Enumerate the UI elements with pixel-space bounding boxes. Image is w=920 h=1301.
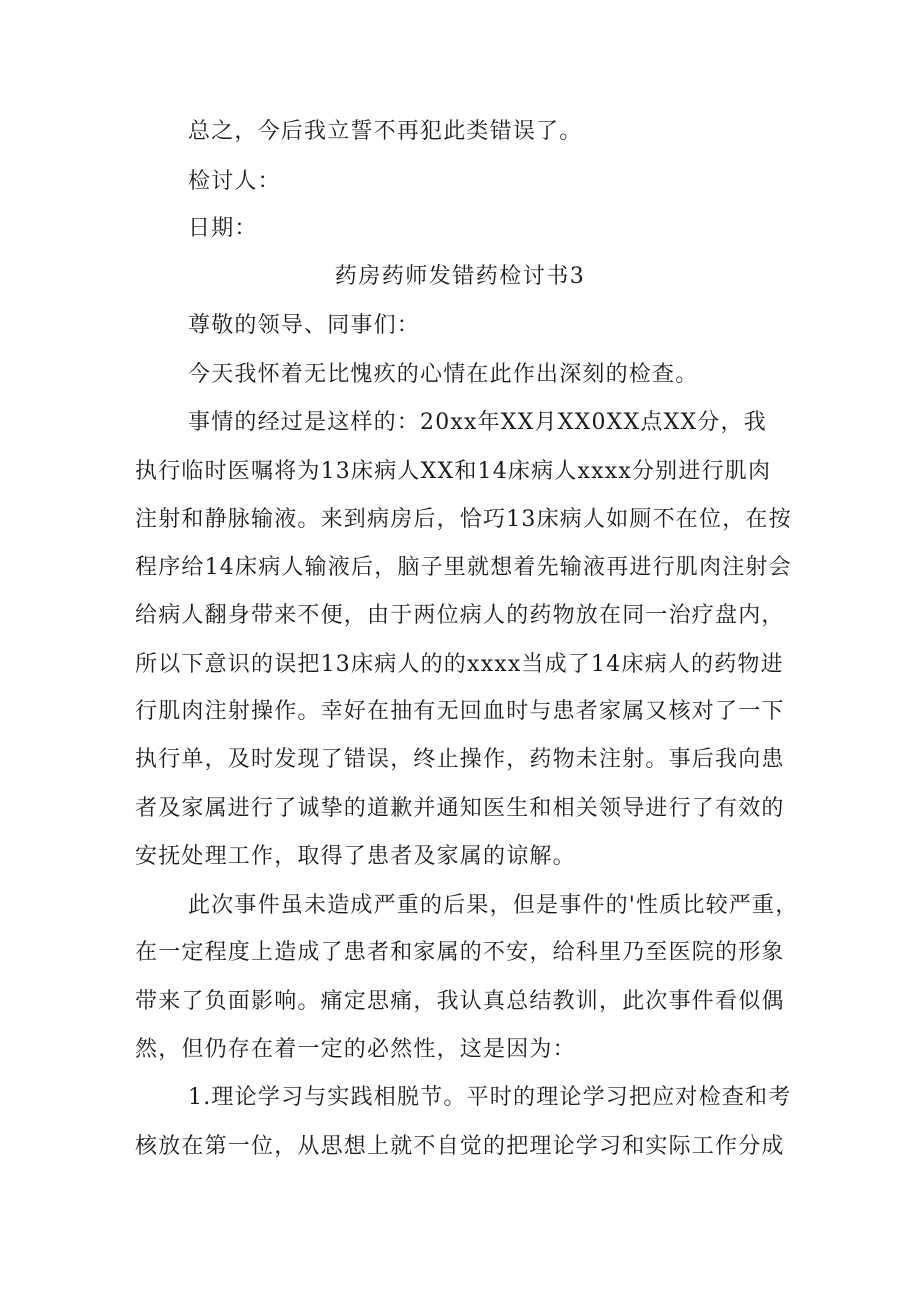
paragraph-line: 1.理论学习与实践相脱节。平时的理论学习把应对检查和考: [188, 1085, 792, 1110]
paragraph-line: 执行临时医嘱将为13床病人XX和14床病人xxxx分别进行肌肉: [135, 459, 772, 484]
paragraph-line: 然，但仍存在着一定的必然性，这是因为：: [135, 1037, 576, 1062]
paragraph-line: 今天我怀着无比愧疚的心情在此作出深刻的检查。: [188, 362, 699, 387]
document-title: 药房药师发错药检讨书3: [334, 264, 586, 289]
paragraph-line: 者及家属进行了诚挚的道歉并通知医生和相关领导进行了有效的: [135, 796, 785, 821]
paragraph-line: 给病人翻身带来不便，由于两位病人的药物放在同一治疗盘内，: [135, 603, 785, 628]
paragraph-line: 此次事件虽未造成严重的后果，但是事件的'性质比较严重，: [188, 893, 799, 918]
paragraph-line: 所以下意识的误把13床病人的的xxxx当成了14床病人的药物进: [135, 652, 784, 677]
paragraph-line: 事情的经过是这样的：20xx年XX月XX0XX点XX分，我: [188, 410, 767, 435]
closing-summary: 总之，今后我立誓不再犯此类错误了。: [188, 119, 583, 144]
paragraph-line: 执行单，及时发现了错误，终止操作，药物未注射。事后我向患: [135, 747, 785, 772]
date-label: 日期：: [188, 216, 258, 241]
reviewer-label: 检讨人：: [188, 169, 281, 194]
salutation: 尊敬的领导、同事们：: [188, 313, 421, 338]
paragraph-line: 行肌肉注射操作。幸好在抽有无回血时与患者家属又核对了一下: [135, 699, 785, 724]
paragraph-line: 注射和静脉输液。来到病房后，恰巧13床病人如厕不在位，在按: [135, 507, 792, 532]
paragraph-line: 带来了负面影响。痛定思痛，我认真总结教训，此次事件看似偶: [135, 989, 785, 1014]
paragraph-line: 安抚处理工作，取得了患者及家属的谅解。: [135, 844, 576, 869]
paragraph-line: 程序给14床病人输液后，脑子里就想着先输液再进行肌肉注射会: [135, 555, 792, 580]
paragraph-line: 核放在第一位，从思想上就不自觉的把理论学习和实际工作分成: [135, 1134, 785, 1159]
paragraph-line: 在一定程度上造成了患者和家属的不安，给科里乃至医院的形象: [135, 940, 785, 965]
